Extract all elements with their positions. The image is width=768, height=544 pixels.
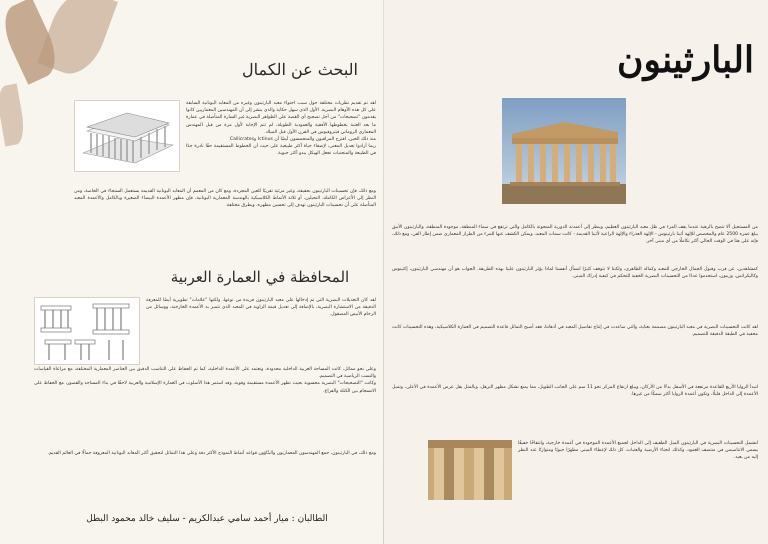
paragraph: لقد كان التعديلات البصرية التي تم إدخالها على معبد البارثينون فريدة من نوعها، ولكنها "علامات" تطويرية أيضًا للمعرفة الدقيقة من الاستشارة البصرية، بالإضافة إلى تعديل قيمة الزاوية في المعبد الذي تتميز به الأعمدة الخارجية، ووسائل من الرخام الأبيض المصقول. [146, 298, 376, 318]
paragraph: كمشاهدين، عن قرب وقبول الجمال الخارجي للمعبد وكماله الظاهري، ولكننا لا نتوقف كثيرًا لنسأل أنفسنا لماذا يؤثر البارثينون علينا بهذه الطريقة. الجواب هو أن مهندسي البارثينون، إكتينوس وكاليكراتس، وزينون، استخدموا عددًا من التحسينات البصرية الخفية للتحكم في كيفية إدراك المبنى. [392, 267, 758, 280]
paragraph: وعلى نحو مماثل، كانت المساحة العربية الداخلية محدودة، وتعتمد على الأعمدة الداخلية، كما تم الحفاظ على التناسب الدقيق بين العناصر المعمارية المختلفة، مع مراعاة القياسات والنسب الرياضية في التصميم. [34, 367, 376, 380]
paragraph: لقد تم تقديم نظريات مختلفة حول سبب احتواء معبد البارثينون وغيره من المعابد اليونانية السابقة على كل هذه الأوهام البصرية. الأول الذي سهل حكاية والذي ينشر إلى أن المهندسين المعماريين كانوا يقدمون "تصحيحات" من أجل تصحيح أي القصة على الظواهر البصرية غير السارة المتأصلة في عمارة ما بعد العتبة بخطوطها الأفقية والعمودية الطويلة، لم تتم الإجابة لأول مرة من قبل المهندس المعماري الروماني فيتروفيوس في القرن الأول قبل الميلاد. [186, 101, 376, 135]
right-page [384, 0, 768, 544]
paragraph: ربما أرادوا تعديل المعنى، لإضفاء حياة أكثر طبيعية على حيث أن الخطوط المستقيمة حقًا نادرة جدًا في الطبيعة والمنحنيات تجعل الهيكل يبدو أكثر حيوية. [186, 144, 376, 157]
paragraph: منذ ذلك الحين، اقترح المراقبون والمتحمسون أيضًا أن Ictinus وCallicrates [229, 137, 376, 143]
leaf-decoration [0, 84, 27, 147]
students-footer: الطالبان : ميار أحمد سامي عبدالكريم - سليف خالد محمود البطل [86, 514, 328, 524]
parthenon-model-image [74, 100, 180, 172]
main-title: البارثينون [617, 39, 754, 81]
paragraph: لقد كانت التحسينات البصرية في معبد البارثينون مصممة بعناية، والتي ساعدت في إنتاج تفاصيل المعبد في أذهاننا، فقد أصبح التماثل قاعدة التصميم في العمارة الكلاسيكية، وهذه التحسينات كانت مخفية في الطبقة الدقيقة للتصميم. [392, 325, 758, 338]
closing-paragraph: لتشمل التحسينات البصرية في البارثينون الميل الطفيف إلى الداخل لجميع الأعمدة الموجودة في أعمدة خارجية، وانتفاخًا خفيفًا يسمى الانتاسيس في منتصف العمود، وكذلك انحناء الأرضية والعتبات، كل ذلك لإعطاء المبنى مظهرًا حيويًا ومتوازنًا عند النظر إليه من بعيد. [518, 441, 758, 461]
paragraph: لتبدأ الزوايا الأربع للقاعدة مرتفعة في الأسفل بدءًا من الأركان، ويبلغ ارتفاع المركز نحو 11 سم على الجانب الطويل، مما يمنع تشكل مظهر الترهل، وبالمثل يقل عرض الأعمدة في الأعلى، وتميل الأعمدة إلى الداخل قليلًا، وتكون أعمدة الزوايا أكثر سمكًا من غيرها. [392, 385, 758, 398]
section2-title: المحافظة في العمارة العربية [170, 268, 350, 286]
section1-title: البحث عن الكمال [242, 60, 358, 79]
column-orders-image [34, 297, 140, 365]
section1-text-wide: ومع ذلك، فإن تحسينات البارثينون بحقيقة، وغير مرئية تقريبًا للعين المجردة، ومع كان من المعمم أن المعابد اليونانية القديمة يستعمل الستجاء في الخاصة، ومن النظر إلى الأعراض الكاملة، النحيلين، أو ثلاثة الأنماط الكلاسيكية بالهندسة المعمارية اليونانية، فإن مظهر الأعمدة البيضاء الصغيرة وبالكامل والأعمدة المعبد المتأصلة على أن تحسينات البارثينون تهدف إلى تحسين مظهره، وبطرق مختلفة. [74, 189, 376, 209]
intro-paragraph: من المستحيل ألا تتضح بالرهبة عندما يقف المرء في ظل معبد البارثينون العظيم، وينظر إلى أعمدته الدورية المنحوتة بالكامل والتي ترتفع في سماء المنطقة، موجودة المنطقة، والبارثينون الأنيق يبلغ عمره 2500 عام والمخصص للإلهة أثينا بارثينوس - الإلهة العذراء والإلهة الراعية لأثينا القديمة - كانت سمات المعبد، ويمكن الكشف عنها للمرء من الطراز المعماري ضمن إطار الفن، ومع ذلك، فإنه على هنا في الوقت الحالي أكثر تكاملًا من أي مبنى آخر. [392, 225, 758, 245]
columns-closeup-image [428, 440, 512, 500]
parthenon-photo [502, 98, 626, 204]
section2-text-wide [34, 366, 376, 395]
section1-text [186, 100, 376, 158]
bottom-paragraph: ومع ذلك، في البارثينون، جمع المهندسون المعماريون والبنّاؤون قواعد أنماط النموذج الأكثر دقة وعلى هذا التماثل لتحقيق أكثر المعابد اليونانية المعروفة جمالًا في العالم القديم. [47, 451, 376, 456]
section2-text [146, 297, 376, 319]
paragraph: وكانت "التصحيحات" البصرية محسوبة بحيث تظهر الأعمدة مستقيمة وقوية، وقد استمر هذا الأسلوب في العمارة الإسلامية والعربية لاحقًا في بناء المساجد والقصور، مع الحفاظ على الانسجام بين الكتلة والفراغ. [34, 381, 376, 394]
